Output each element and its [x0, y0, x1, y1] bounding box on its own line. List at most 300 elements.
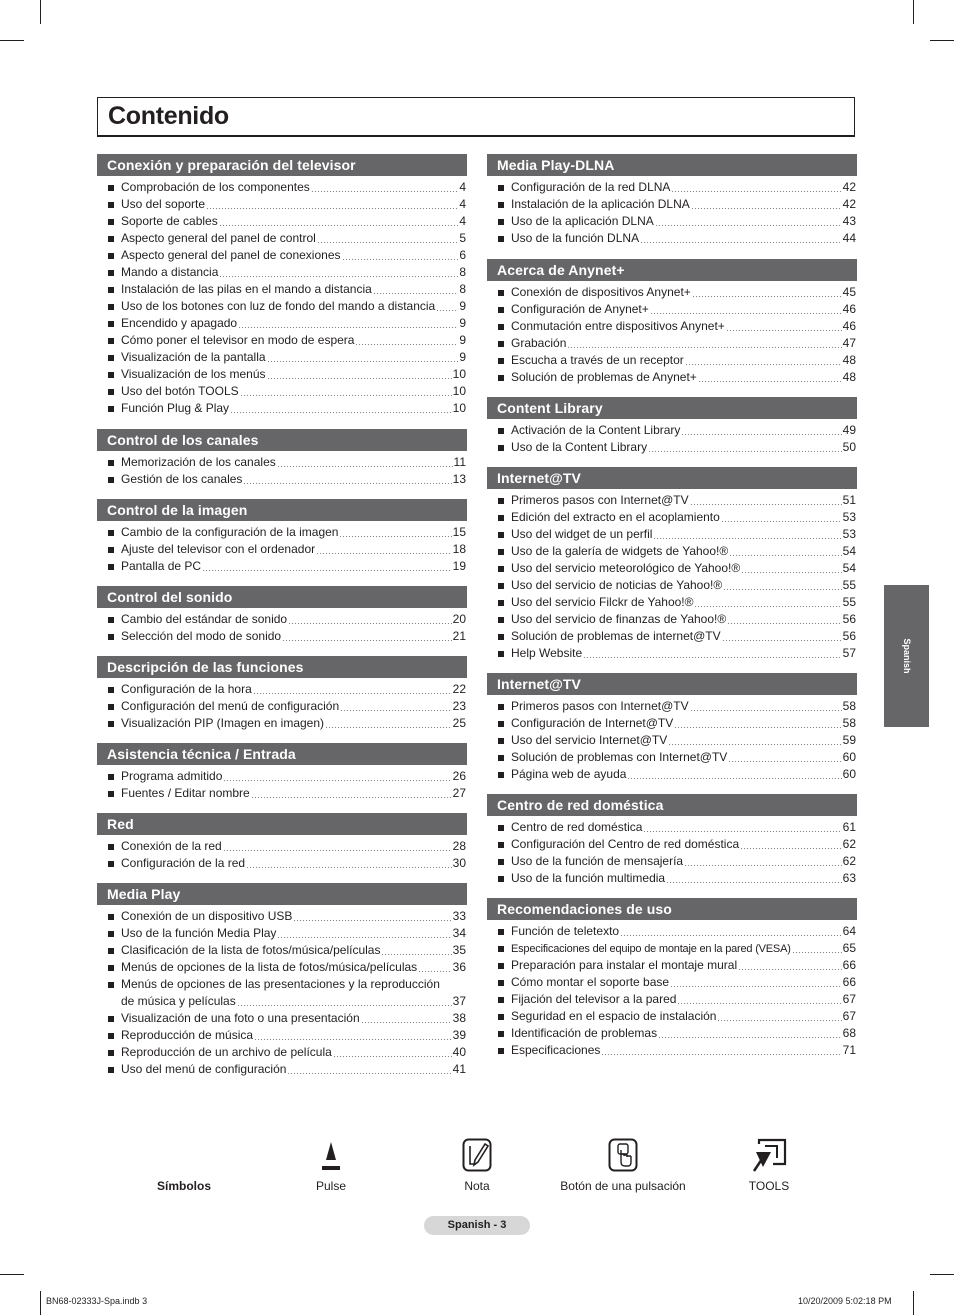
section-header: Internet@TV: [487, 673, 857, 695]
toc-entry: [97, 838, 467, 855]
entry-page-number: 48: [842, 370, 856, 384]
dot-leader: [287, 1073, 451, 1074]
page-title: Contenido: [108, 102, 229, 130]
toc-entry: [97, 925, 467, 942]
entry-label: Uso de la función Media Play: [121, 926, 277, 940]
bullet-icon: [498, 825, 504, 831]
dot-leader: [640, 242, 842, 243]
bullet-icon: [498, 219, 504, 225]
entry-label: Comprobación de los componentes: [121, 180, 310, 194]
entry-label: Solución de problemas de internet@TV: [511, 629, 721, 643]
toc-entry: [97, 908, 467, 925]
dot-leader: [219, 225, 459, 226]
crop-mark: [913, 1291, 914, 1315]
entry-page-number: 55: [842, 595, 856, 609]
dot-leader: [282, 640, 452, 641]
toc-entry: [487, 974, 857, 991]
dot-leader: [418, 971, 451, 972]
bullet-icon: [108, 1033, 114, 1039]
toc-entry: [97, 298, 467, 315]
toc-entry: [97, 315, 467, 332]
entry-label: Configuración de la red DLNA: [511, 180, 671, 194]
entry-page-number: 43: [842, 214, 856, 228]
dot-leader: [293, 920, 451, 921]
entry-label: Help Website: [511, 646, 583, 660]
toc-entry: [97, 976, 467, 1010]
dot-leader: [692, 296, 842, 297]
entry-page-number: 53: [842, 510, 856, 524]
entry-page-number: 19: [452, 559, 466, 573]
section-header: Control de los canales: [97, 429, 467, 451]
dot-leader: [238, 327, 458, 328]
dot-leader: [691, 208, 842, 209]
toc-entry: [487, 957, 857, 974]
dot-leader: [723, 589, 841, 590]
entry-page-number: 5: [459, 231, 466, 245]
bullet-icon: [498, 445, 504, 451]
toc-entry: [487, 715, 857, 732]
entry-list: [97, 608, 467, 645]
dot-leader: [627, 778, 841, 779]
entry-label: Especificaciones: [511, 1043, 601, 1057]
bullet-icon: [498, 236, 504, 242]
entry-label: Configuración del menú de configuración: [121, 699, 340, 713]
entry-label: Uso de la aplicación DLNA: [511, 214, 654, 228]
entry-list: [487, 419, 857, 456]
toc-section: [97, 586, 467, 645]
entry-list: [97, 835, 467, 872]
entry-page-number: 67: [842, 992, 856, 1006]
toc-entry: [487, 301, 857, 318]
bullet-icon: [498, 202, 504, 208]
entry-label: Uso del servicio Internet@TV: [511, 733, 668, 747]
entry-page-number: 54: [842, 561, 856, 575]
crop-mark: [930, 1274, 954, 1275]
entry-page-number: 18: [452, 542, 466, 556]
toc-section: [487, 154, 857, 247]
entry-list: [97, 905, 467, 1078]
toc-entry: [487, 923, 857, 940]
entry-page-number: 45: [842, 285, 856, 299]
entry-label: Especificaciones del equipo de montaje en la pared (VESA): [511, 943, 791, 955]
bullet-icon: [108, 460, 114, 466]
entry-page-number: 28: [452, 839, 466, 853]
toc-entry: [97, 628, 467, 645]
dot-leader: [728, 761, 841, 762]
bullet-icon: [108, 202, 114, 208]
entry-page-number: 10: [452, 401, 466, 415]
entry-page-number: 66: [842, 975, 856, 989]
dot-leader: [677, 1003, 841, 1004]
toc-entry: [97, 349, 467, 366]
bullet-icon: [498, 929, 504, 935]
entry-list: [97, 451, 467, 488]
bullet-icon: [498, 498, 504, 504]
entry-page-number: 58: [842, 716, 856, 730]
bullet-icon: [498, 876, 504, 882]
symbol-note-label: Nota: [464, 1179, 490, 1193]
dot-leader: [202, 570, 452, 571]
entry-label: Selección del modo de sonido: [121, 629, 282, 643]
toc-entry: [97, 942, 467, 959]
section-header: Red: [97, 813, 467, 835]
bullet-icon: [108, 634, 114, 640]
entry-label: Aspecto general del panel de conexiones: [121, 248, 341, 262]
entry-label: Conexión de dispositivos Anynet+: [511, 285, 691, 299]
toc-entry: [487, 766, 857, 783]
entry-page-number: 58: [842, 699, 856, 713]
toc-entry: [97, 768, 467, 785]
entry-label: Reproducción de música: [121, 1028, 254, 1042]
bullet-icon: [108, 287, 114, 293]
toc-section: [487, 467, 857, 662]
entry-label: Mando a distancia: [121, 265, 219, 279]
bullet-icon: [498, 341, 504, 347]
toc-entry: [487, 594, 857, 611]
entry-page-number: 66: [842, 958, 856, 972]
entry-page-number: 47: [842, 336, 856, 350]
toc-entry: [487, 698, 857, 715]
toc-entry: [97, 400, 467, 417]
bullet-icon: [498, 1031, 504, 1037]
section-header: Asistencia técnica / Entrada: [97, 743, 467, 765]
section-header: Descripción de las funciones: [97, 656, 467, 678]
bullet-icon: [498, 515, 504, 521]
dot-leader: [267, 378, 452, 379]
bullet-icon: [498, 963, 504, 969]
dot-leader: [251, 797, 452, 798]
entry-page-number: 67: [842, 1009, 856, 1023]
dot-leader: [681, 434, 841, 435]
toc-entry: [487, 284, 857, 301]
dot-leader: [339, 536, 451, 537]
dot-leader: [648, 451, 842, 452]
entry-label: Visualización de los menús: [121, 367, 266, 381]
bullet-icon: [108, 477, 114, 483]
dot-leader: [567, 347, 841, 348]
dot-leader: [738, 969, 842, 970]
toc-entry: [97, 230, 467, 247]
entry-page-number: 46: [842, 302, 856, 316]
entry-page-number: 9: [459, 333, 466, 347]
entry-label: Menús de opciones de la lista de fotos/música/películas: [121, 960, 418, 974]
dot-leader: [717, 1020, 841, 1021]
toc-section: [97, 813, 467, 872]
entry-label: Uso de la Content Library: [511, 440, 648, 454]
bullet-icon: [498, 532, 504, 538]
entry-page-number: 22: [452, 682, 466, 696]
symbol-press-label: Pulse: [315, 1179, 347, 1193]
entry-label: Centro de red doméstica: [511, 820, 643, 834]
entry-label: Conexión de la red: [121, 839, 222, 853]
entry-page-number: 6: [459, 248, 466, 262]
entry-label: Uso del menú de configuración: [121, 1062, 287, 1076]
entry-label: Conexión de un dispositivo USB: [121, 909, 293, 923]
dot-leader: [311, 191, 459, 192]
bullet-icon: [498, 358, 504, 364]
entry-label: Cómo montar el soporte base: [511, 975, 670, 989]
entry-page-number: 33: [452, 909, 466, 923]
dot-leader: [277, 466, 453, 467]
toc-entry: [487, 335, 857, 352]
crop-mark: [40, 0, 41, 24]
symbol-one-touch: [553, 1128, 693, 1193]
toc-entry: [487, 853, 857, 870]
entry-page-number: 54: [842, 544, 856, 558]
entry-label: Cambio de la configuración de la imagen: [121, 525, 339, 539]
toc-entry: [97, 524, 467, 541]
toc-section: [487, 673, 857, 783]
toc-entry: [97, 332, 467, 349]
entry-label: Solución de problemas con Internet@TV: [511, 750, 728, 764]
toc-section: [97, 883, 467, 1078]
dot-leader: [685, 364, 842, 365]
dot-leader: [333, 1056, 452, 1057]
bullet-icon: [108, 721, 114, 727]
dot-leader: [668, 744, 841, 745]
toc-entry: [487, 543, 857, 560]
bullet-icon: [498, 755, 504, 761]
entry-page-number: 53: [842, 527, 856, 541]
entry-label: Encendido y apagado: [121, 316, 238, 330]
toc-entry: [97, 715, 467, 732]
toc-entry: [487, 749, 857, 766]
section-header: Internet@TV: [487, 467, 857, 489]
bullet-icon: [108, 338, 114, 344]
entry-label: Grabación: [511, 336, 567, 350]
section-header: Control del sonido: [97, 586, 467, 608]
toc-entry: [97, 1061, 467, 1078]
bullet-icon: [108, 1016, 114, 1022]
section-header: Recomendaciones de uso: [487, 898, 857, 920]
dot-leader: [230, 412, 452, 413]
bullet-icon: [498, 600, 504, 606]
entry-label: Instalación de las pilas en el mando a distancia: [121, 282, 372, 296]
toc-entry: [487, 526, 857, 543]
bullet-icon: [498, 375, 504, 381]
entry-label: Soporte de cables: [121, 214, 218, 228]
entry-list: [487, 489, 857, 662]
entry-list: [487, 816, 857, 887]
bullet-icon: [498, 738, 504, 744]
entry-list: [97, 678, 467, 732]
toc-entry: [97, 247, 467, 264]
entry-page-number: 48: [842, 353, 856, 367]
toc-entry: [487, 1025, 857, 1042]
entry-page-number: 42: [842, 197, 856, 211]
entry-page-number: 20: [452, 612, 466, 626]
crop-mark: [913, 0, 914, 24]
bullet-icon: [108, 547, 114, 553]
section-header: Acerca de Anynet+: [487, 259, 857, 281]
entry-page-number: 55: [842, 578, 856, 592]
entry-label: Identificación de problemas: [511, 1026, 658, 1040]
entry-label: Cómo poner el televisor en modo de espera: [121, 333, 355, 347]
bullet-icon: [108, 861, 114, 867]
entry-label: Uso de la galería de widgets de Yahoo!®: [511, 544, 729, 558]
entry-list: [97, 176, 467, 417]
dot-leader: [219, 276, 458, 277]
entry-label: Ajuste del televisor con el ordenador: [121, 542, 316, 556]
bullet-icon: [108, 687, 114, 693]
dot-leader: [694, 606, 841, 607]
entry-label-row: [121, 993, 466, 1010]
toc-entry: [97, 611, 467, 628]
language-side-tab-label: Spanish: [901, 638, 912, 674]
toc-entry: [97, 179, 467, 196]
dot-leader: [690, 504, 842, 505]
entry-page-number: 10: [452, 384, 466, 398]
dot-leader: [620, 935, 842, 936]
entry-page-number: 4: [459, 214, 466, 228]
toc-section: [487, 794, 857, 887]
dot-leader: [658, 1037, 842, 1038]
entry-page-number: 38: [452, 1011, 466, 1025]
entry-page-number: 40: [452, 1045, 466, 1059]
bullet-icon: [108, 965, 114, 971]
tools-icon: [699, 1128, 839, 1172]
dot-leader: [650, 313, 842, 314]
toc-entry: [487, 422, 857, 439]
entry-label: Uso de los botones con luz de fondo del mando a distancia: [121, 299, 436, 313]
entry-label: Visualización de una foto o una presentación: [121, 1011, 360, 1025]
entry-label: Configuración del Centro de red doméstica: [511, 837, 740, 851]
entry-page-number: 4: [459, 197, 466, 211]
toc-entry: [487, 577, 857, 594]
entry-list: [97, 765, 467, 802]
dot-leader: [223, 850, 452, 851]
entry-page-number: 68: [842, 1026, 856, 1040]
dot-leader: [655, 225, 842, 226]
entry-label: Visualización PIP (Imagen en imagen): [121, 716, 325, 730]
toc-entry: [487, 509, 857, 526]
dot-leader: [727, 623, 841, 624]
toc-entry: [487, 1008, 857, 1025]
toc-entry: [97, 1010, 467, 1027]
bullet-icon: [108, 564, 114, 570]
entry-label: Reproducción de un archivo de película: [121, 1045, 332, 1059]
dot-leader: [653, 538, 841, 539]
symbol-tools-label: TOOLS: [748, 1179, 790, 1193]
toc-section: [97, 656, 467, 732]
entry-page-number: 23: [452, 699, 466, 713]
entry-label: Memorización de los canales: [121, 455, 276, 469]
entry-label: Primeros pasos con Internet@TV: [511, 493, 689, 507]
dot-leader: [325, 727, 452, 728]
entry-page-number: 64: [842, 924, 856, 938]
dot-leader: [436, 310, 458, 311]
entry-page-number: 9: [459, 299, 466, 313]
bullet-icon: [498, 704, 504, 710]
entry-page-number: 60: [842, 767, 856, 781]
note-icon: [407, 1128, 547, 1172]
toc-entry: [487, 213, 857, 230]
toc-entry: [97, 541, 467, 558]
bullet-icon: [498, 1048, 504, 1054]
section-header: Content Library: [487, 397, 857, 419]
toc-entry: [97, 454, 467, 471]
dot-leader: [316, 553, 452, 554]
bullet-icon: [498, 651, 504, 657]
dot-leader: [792, 952, 842, 953]
dot-leader: [729, 555, 841, 556]
entry-page-number: 49: [842, 423, 856, 437]
entry-label: Escucha a través de un receptor: [511, 353, 684, 367]
dot-leader: [373, 293, 458, 294]
entry-page-number: 37: [452, 994, 466, 1008]
entry-page-number: 25: [452, 716, 466, 730]
toc-entry: [487, 318, 857, 335]
entry-label: Uso de la función DLNA: [511, 231, 640, 245]
dot-leader: [317, 242, 459, 243]
toc-entry: [487, 940, 857, 957]
dot-leader: [740, 848, 842, 849]
entry-label: Menús de opciones de las presentaciones y la reproducción: [121, 977, 440, 991]
bullet-icon: [108, 1067, 114, 1073]
entry-label: Uso del servicio Filckr de Yahoo!®: [511, 595, 694, 609]
entry-label: Preparación para instalar el montaje mural: [511, 958, 738, 972]
dot-leader: [601, 1054, 841, 1055]
dot-leader: [288, 623, 452, 624]
bullet-icon: [498, 549, 504, 555]
dot-leader: [643, 831, 841, 832]
entry-page-number: 21: [452, 629, 466, 643]
bullet-icon: [498, 772, 504, 778]
dot-leader: [355, 344, 458, 345]
toc-entry: [487, 352, 857, 369]
bullet-icon: [498, 721, 504, 727]
entry-label: Gestión de los canales: [121, 472, 243, 486]
toc-entry: [487, 732, 857, 749]
toc-section: [487, 397, 857, 456]
bullet-icon: [498, 307, 504, 313]
dot-leader: [361, 1022, 452, 1023]
one-touch-button-icon: [553, 1128, 693, 1172]
entry-label: Pantalla de PC: [121, 559, 202, 573]
dot-leader: [674, 727, 841, 728]
entry-label: Uso del botón TOOLS: [121, 384, 239, 398]
entry-label: Seguridad en el espacio de instalación: [511, 1009, 717, 1023]
entry-label: Edición del extracto en el acoplamiento: [511, 510, 720, 524]
toc-entry: [487, 611, 857, 628]
entry-label: Página web de ayuda: [511, 767, 627, 781]
bullet-icon: [108, 219, 114, 225]
dot-leader: [267, 361, 459, 362]
bullet-icon: [108, 389, 114, 395]
symbol-one-touch-label: Botón de una pulsación: [560, 1179, 686, 1193]
toc-section: [487, 259, 857, 386]
bullet-icon: [498, 859, 504, 865]
dot-leader: [342, 259, 459, 260]
entry-page-number: 42: [842, 180, 856, 194]
bullet-icon: [498, 997, 504, 1003]
entry-page-number: 30: [452, 856, 466, 870]
toc-entry: [97, 698, 467, 715]
symbol-tools: [699, 1128, 839, 1193]
imprint-datetime: 10/20/2009 5:02:18 PM: [798, 1296, 892, 1306]
entry-list: [487, 176, 857, 247]
section-header: Conexión y preparación del televisor: [97, 154, 467, 176]
bullet-icon: [108, 931, 114, 937]
bullet-icon: [108, 185, 114, 191]
dot-leader: [671, 191, 841, 192]
toc-entry: [97, 196, 467, 213]
toc-entry: [487, 179, 857, 196]
toc-entry: [487, 196, 857, 213]
toc-left-column: [97, 154, 467, 1078]
section-header: Control de la imagen: [97, 499, 467, 521]
bullet-icon: [498, 946, 504, 952]
